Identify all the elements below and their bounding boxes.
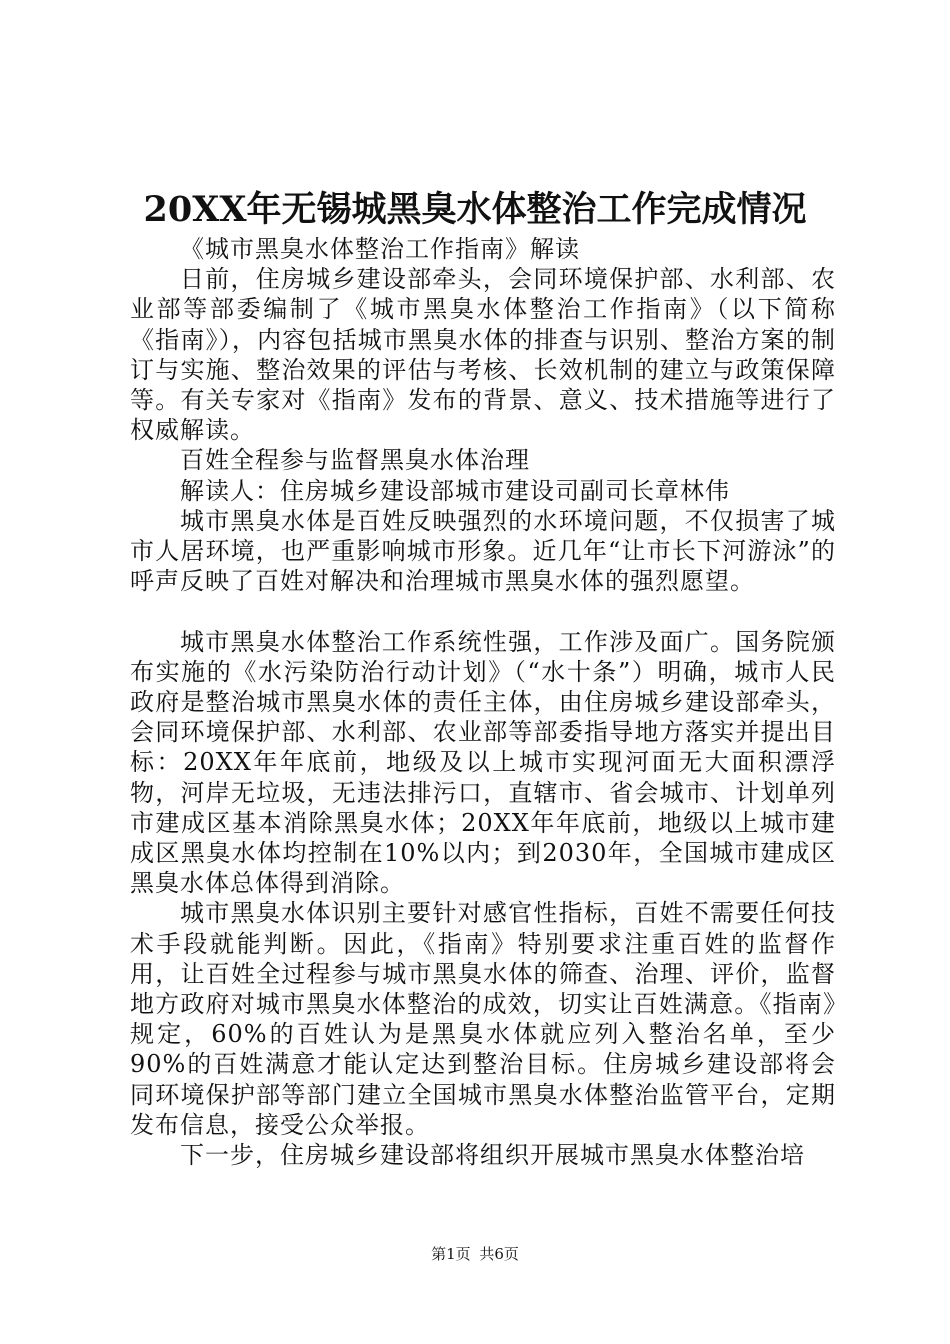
page-number: 第1页 xyxy=(431,1245,471,1263)
page-footer xyxy=(0,1244,950,1264)
paragraph: 日前，住房城乡建设部牵头，会同环境保护部、水利部、农业部等部委编制了《城市黑臭水体整治工作指南》（以下简称《指南》），内容包括城市黑臭水体的排查与识别、整治方案的制订与实施、整治效果的评估与考核、长效机制的建立与政策保障等。有关专家对《指南》发布的背景、意义、技术措施等进行了权威解读。 xyxy=(130,265,836,445)
blank-paragraph xyxy=(130,596,836,626)
paragraph: 解读人：住房城乡建设部城市建设司副司长章林伟 xyxy=(180,476,730,505)
paragraph: 下一步，住房城乡建设部将组织开展城市黑臭水体整治培 xyxy=(180,1141,805,1170)
paragraph: 《城市黑臭水体整治工作指南》解读 xyxy=(180,235,580,263)
paragraph: 城市黑臭水体识别主要针对感官性指标，百姓不需要任何技术手段就能判断。因此，《指南》特别要求注重百姓的监督作用，让百姓全过程参与城市黑臭水体的筛查、治理、评价，监督地方政府对城市黑臭水体整治的成效，切实让百姓满意。《指南》规定，60%的百姓认为是黑臭水体就应列入整治名单，至少90%的百姓满意才能认定达到整治目标。住房城乡建设部将会同环境保护部等部门建立全国城市黑臭水体整治监管平台，定期发布信息，接受公众举报。 xyxy=(130,899,836,1139)
paragraph: 城市黑臭水体整治工作系统性强，工作涉及面广。国务院颁布实施的《水污染防治行动计划》（“水十条”）明确，城市人民政府是整治城市黑臭水体的责任主体，由住房城乡建设部牵头，会同环境保护部、水利部、农业部等部委指导地方落实并提出目标：20XX年年底前，地级及以上城市实现河面无大面积漂浮物，河岸无垃圾，无违法排污口，直辖市、省会城市、计划单列市建成区基本消除黑臭水体；20XX年年底前，地级以上城市建成区黑臭水体均控制在10%以内；到2030年，全国城市建成区黑臭水体总体得到消除。 xyxy=(130,627,836,898)
paragraph: 城市黑臭水体是百姓反映强烈的水环境问题，不仅损害了城市人居环境，也严重影响城市形象。近几年“让市长下河游泳”的呼声反映了百姓对解决和治理城市黑臭水体的强烈愿望。 xyxy=(130,506,836,596)
document-body xyxy=(130,234,836,1170)
page-total: 共6页 xyxy=(479,1245,519,1263)
page-title: 20XX年无锡城黑臭水体整治工作完成情况 xyxy=(143,189,807,230)
paragraph: 百姓全程参与监督黑臭水体治理 xyxy=(180,446,530,475)
